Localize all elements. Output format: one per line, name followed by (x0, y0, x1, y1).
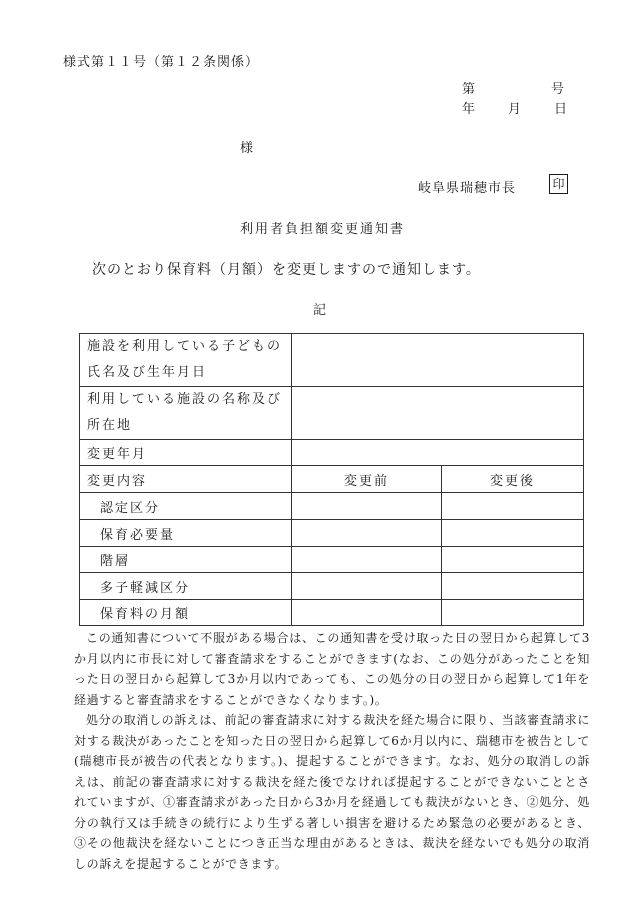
date-year-label: 年 (462, 102, 476, 117)
form-number: 様式第１１号（第１２条関係） (63, 55, 260, 70)
date-month-label: 月 (508, 102, 522, 117)
after-value (442, 520, 584, 547)
before-value (292, 493, 442, 520)
after-value (442, 493, 584, 520)
document-title: 利用者負担額変更通知書 (240, 222, 406, 237)
table-row (80, 520, 584, 547)
before-value (292, 520, 442, 547)
item-label: 保育料の月額 (80, 600, 292, 626)
appeal-paragraph: この通知書について不服がある場合は、この通知書を受け取った日の翌日から起算して3か月以内に市長に対して審査請求をすることができます(なお、この処分があったことを知った日の翌日から起算して3か月以内であっても、この処分の日の翌日から起算して1年を経過すると審査請求をすることができなくなります。)。 (74, 631, 590, 707)
facility-value (292, 387, 584, 440)
item-label: 多子軽減区分 (80, 573, 292, 600)
item-label: 階層 (80, 547, 292, 573)
after-value (442, 600, 584, 626)
before-value (292, 573, 442, 600)
issuer-name: 岐阜県瑞穂市長 (418, 181, 517, 196)
before-header: 変更前 (292, 466, 442, 493)
table-row (80, 493, 584, 520)
table-row (80, 573, 584, 600)
after-header: 変更後 (442, 466, 584, 493)
item-label: 保育必要量 (80, 520, 292, 547)
before-value (292, 600, 442, 626)
after-value (442, 573, 584, 600)
document-number-suffix: 号 (551, 82, 565, 97)
ki-heading: 記 (313, 303, 327, 318)
seal-box: 印 (549, 174, 568, 194)
table-row (80, 547, 584, 573)
change-content-label: 変更内容 (80, 466, 292, 493)
date-day-label: 日 (554, 102, 568, 117)
facility-label: 利用している施設の名称及び所在地 (80, 387, 292, 440)
addressee-suffix: 様 (240, 141, 254, 156)
before-value (292, 547, 442, 573)
lawsuit-paragraph: 処分の取消しの訴えは、前記の審査請求に対する裁決を経た場合に限り、当該審査請求に対する裁決があったことを知った日の翌日から起算して6か月以内に、瑞穂市を被告として(瑞穂市長が被告の代表となります。)、提起することができます。なお、処分の取消しの訴えは、前記の審査請求に対する裁決を経た後でなければ提起することができないこととされていますが、①審査請求があった日から3か月を経過しても裁決がないとき、②処分、処分の執行又は手続きの続行により生ずる著しい損害を避けるため緊急の必要があるとき、③その他裁決を経ないことにつき正当な理由があるときは、裁決を経ないでも処分の取消しの訴えを提起することができます。 (74, 713, 591, 871)
change-date-value (292, 440, 584, 466)
lead-sentence: 次のとおり保育料（月額）を変更しますので通知します。 (92, 262, 481, 278)
change-date-label: 変更年月 (80, 440, 292, 466)
table-row (80, 440, 584, 466)
table-row (80, 387, 584, 440)
child-name-label: 施設を利用している子どもの氏名及び生年月日 (80, 334, 292, 387)
appeal-notice (74, 628, 590, 874)
table-row (80, 600, 584, 626)
item-label: 認定区分 (80, 493, 292, 520)
after-value (442, 547, 584, 573)
table-row (80, 334, 584, 387)
child-name-value (292, 334, 584, 387)
change-details-table (79, 333, 584, 626)
document-number-prefix: 第 (462, 82, 476, 97)
table-row (80, 466, 584, 493)
